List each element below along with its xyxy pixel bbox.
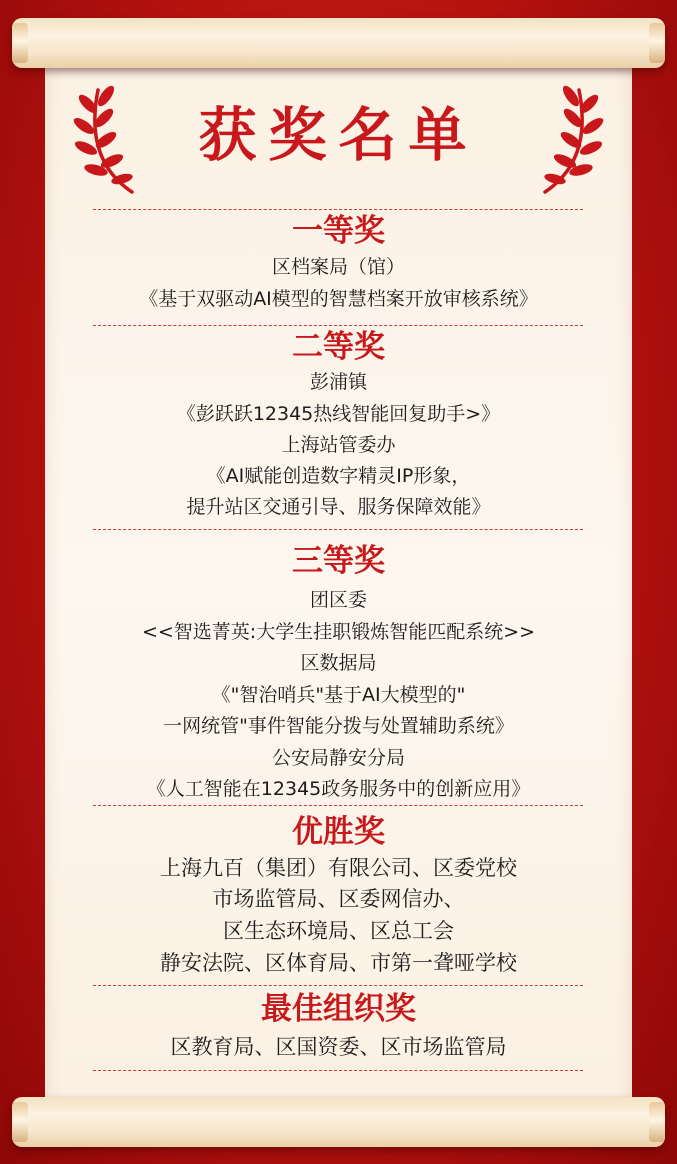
excellence-prize-line: 区生态环境局、区总工会 bbox=[223, 919, 454, 943]
divider bbox=[93, 805, 583, 806]
third-prize-line: 《人工智能在12345政务服务中的创新应用》 bbox=[146, 778, 531, 800]
third-prize-line: 区数据局 bbox=[300, 652, 377, 674]
page-title: 获奖名单 bbox=[198, 101, 479, 169]
second-prize-heading: 二等奖 bbox=[292, 329, 385, 365]
scroll-rod-bottom bbox=[12, 1097, 665, 1147]
first-prize-line: 区档案局（馆） bbox=[271, 256, 405, 278]
third-prize-line: 团区委 bbox=[309, 589, 367, 611]
organization-prize-line: 区教育局、区国资委、区市场监管局 bbox=[170, 1035, 507, 1059]
second-prize-line: 提升站区交通引导、服务保障效能》 bbox=[186, 496, 491, 518]
divider bbox=[93, 209, 583, 210]
first-prize-heading: 一等奖 bbox=[292, 213, 385, 249]
first-prize-line: 《基于双驱动AI模型的智慧档案开放审核系统》 bbox=[139, 288, 538, 310]
third-prize-line: 公安局静安分局 bbox=[271, 747, 405, 769]
second-prize-line: 彭浦镇 bbox=[309, 371, 367, 393]
second-prize-line: 《AI赋能创造数字精灵IP形象， bbox=[206, 465, 471, 487]
excellence-prize-line: 上海九百（集团）有限公司、区委党校 bbox=[160, 856, 517, 880]
second-prize-line: 《彭跃跃12345热线智能回复助手>》 bbox=[176, 403, 501, 425]
divider bbox=[93, 529, 583, 530]
third-prize-line: 一网统管"事件智能分拨与处置辅助系统》 bbox=[163, 715, 514, 737]
third-prize-line: <<智选菁英:大学生挂职锻炼智能匹配系统>> bbox=[141, 621, 536, 643]
third-prize-line: 《"智治哨兵"基于AI大模型的" bbox=[211, 684, 466, 706]
second-prize-line: 上海站管委办 bbox=[281, 434, 396, 456]
divider bbox=[93, 325, 583, 326]
divider bbox=[93, 1070, 583, 1071]
organization-prize-heading: 最佳组织奖 bbox=[261, 991, 416, 1027]
excellence-prize-line: 市场监管局、区委网信办、 bbox=[212, 887, 465, 911]
divider bbox=[93, 985, 583, 986]
third-prize-heading: 三等奖 bbox=[292, 543, 385, 579]
excellence-prize-line: 静安法院、区体育局、市第一聋哑学校 bbox=[160, 951, 517, 975]
scroll-rod-top bbox=[12, 18, 665, 68]
excellence-prize-heading: 优胜奖 bbox=[292, 814, 385, 850]
